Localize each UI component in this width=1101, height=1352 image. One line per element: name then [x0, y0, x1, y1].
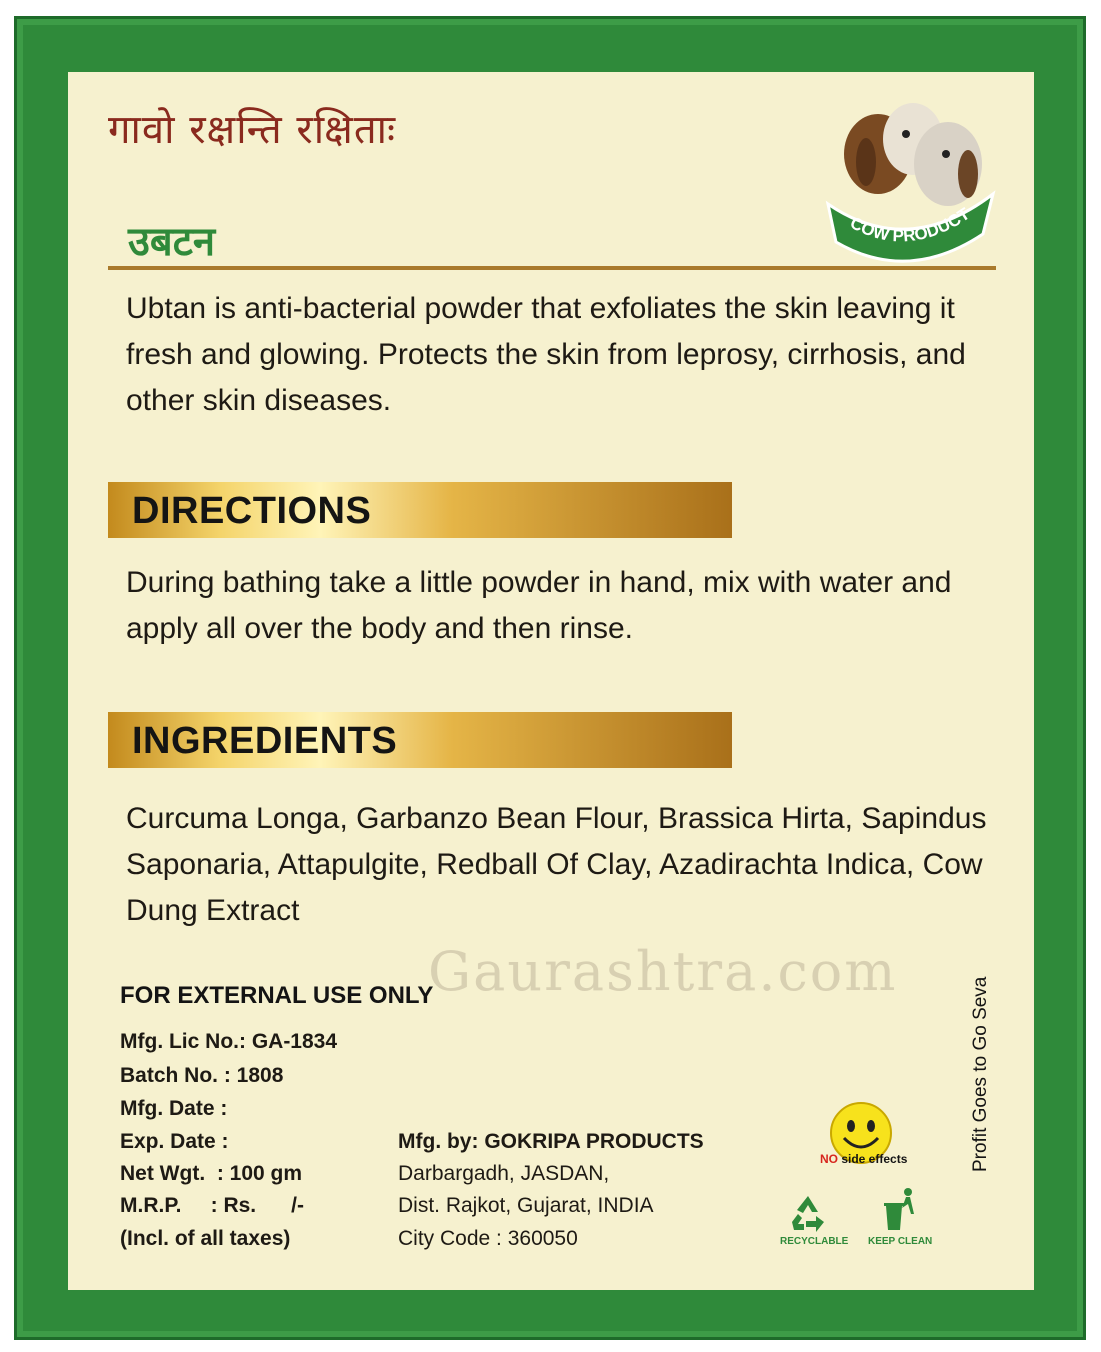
sanskrit-motto: गावो रक्षन्ति रक्षिताः — [108, 107, 397, 153]
directions-text: During bathing take a little powder in hand, mix with water and apply all over the body and then rinse. — [126, 566, 952, 645]
mfg-date: Mfg. Date : — [120, 1097, 228, 1120]
badge-label: COW PRODUCT — [846, 204, 974, 246]
keep-clean-label: KEEP CLEAN — [868, 1236, 933, 1247]
ingredients-banner — [108, 712, 732, 768]
product-description: Ubtan is anti-bacterial powder that exfoliates the skin leaving it fresh and glowing. Protects the skin from leprosy, cirrhosis, and other skin diseases. — [126, 292, 966, 417]
divider — [108, 266, 996, 270]
directions-banner — [108, 482, 732, 538]
manufacturer-address-2: Dist. Rajkot, Gujarat, INDIA — [398, 1194, 654, 1217]
directions-heading: DIRECTIONS — [132, 490, 372, 532]
profit-note: Profit Goes to Go Seva — [970, 976, 991, 1172]
product-name-hindi: उबटन — [128, 219, 216, 265]
net-weight: Net Wgt. : 100 gm — [120, 1162, 303, 1185]
cow-product-badge — [808, 84, 1008, 274]
manufacturer-city-code: City Code : 360050 — [398, 1227, 578, 1250]
usage-note: FOR EXTERNAL USE ONLY — [120, 982, 434, 1009]
batch-number: Batch No. : 1808 — [120, 1064, 284, 1087]
tax-note: (Incl. of all taxes) — [120, 1227, 291, 1250]
mrp: M.R.P. : Rs. /- — [120, 1194, 304, 1217]
exp-date: Exp. Date : — [120, 1130, 229, 1153]
ingredients-text: Curcuma Longa, Garbanzo Bean Flour, Brassica Hirta, Sapindus Saponaria, Attapulgite, Redball Of Clay, Azadirachta Indica, Cow Dung Extract — [126, 802, 987, 927]
mfg-license: Mfg. Lic No.: GA-1834 — [120, 1030, 338, 1053]
recyclable-label: RECYCLABLE — [780, 1236, 849, 1247]
manufacturer-address-1: Darbargadh, JASDAN, — [398, 1162, 610, 1185]
no-side-effects-label: NO side effects — [820, 1152, 908, 1166]
label-panel — [68, 72, 1034, 1290]
manufacturer-name: Mfg. by: GOKRIPA PRODUCTS — [398, 1130, 704, 1153]
trash-bin-icon — [876, 1186, 924, 1234]
watermark: Gaurashtra.com — [428, 940, 898, 1003]
recycle-icon — [786, 1192, 830, 1236]
ingredients-heading: INGREDIENTS — [132, 720, 398, 762]
